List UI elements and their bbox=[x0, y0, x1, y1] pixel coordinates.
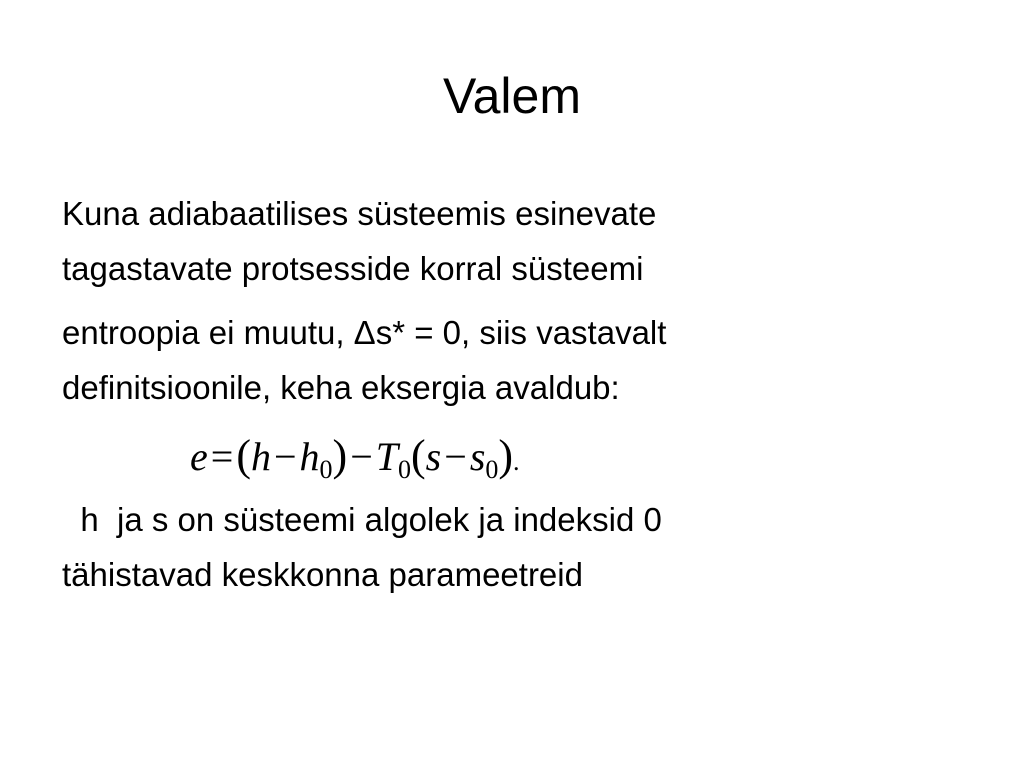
formula-T0-base: T bbox=[375, 434, 399, 479]
formula-s: s bbox=[425, 434, 442, 479]
paragraph-1-line-1: Kuna adiabaatilises süsteemis esinevate bbox=[62, 195, 657, 232]
paragraph-3-line-2: tähistavad keskkonna parameetreid bbox=[62, 556, 583, 593]
paragraph-2-line-2: definitsioonile, keha eksergia avaldub: bbox=[62, 369, 620, 406]
paragraph-2 bbox=[62, 305, 962, 415]
formula-h: h bbox=[250, 434, 271, 479]
formula-lparen-1: ( bbox=[236, 431, 251, 480]
formula-e: e bbox=[190, 434, 208, 479]
paragraph-2-line-1: entroopia ei muutu, Δs* = 0, siis vastavalt bbox=[62, 314, 667, 351]
formula-h0-sub: 0 bbox=[319, 455, 333, 484]
formula-period: . bbox=[513, 447, 520, 476]
paragraph-1-line-2: tagastavate protsesside korral süsteemi bbox=[62, 250, 644, 287]
exergy-formula bbox=[190, 426, 650, 486]
formula-minus-2: − bbox=[350, 434, 373, 479]
paragraph-1 bbox=[62, 186, 962, 296]
paragraph-3 bbox=[62, 492, 962, 602]
formula-equals: = bbox=[210, 434, 234, 479]
paragraph-3-line-1: h ja s on süsteemi algolek ja indeksid 0 bbox=[62, 501, 662, 538]
formula-lparen-2: ( bbox=[411, 431, 426, 480]
formula-rparen-2: ) bbox=[498, 431, 514, 480]
formula-s0-sub: 0 bbox=[485, 455, 499, 484]
formula-T0-sub: 0 bbox=[398, 455, 412, 484]
formula-minus-1: − bbox=[273, 434, 297, 479]
slide-title: Valem bbox=[442, 68, 581, 124]
formula-minus-3: − bbox=[444, 434, 467, 479]
formula-rparen-1: ) bbox=[332, 431, 348, 480]
formula-s0-base: s bbox=[469, 434, 486, 479]
formula-h0-base: h bbox=[299, 434, 320, 479]
